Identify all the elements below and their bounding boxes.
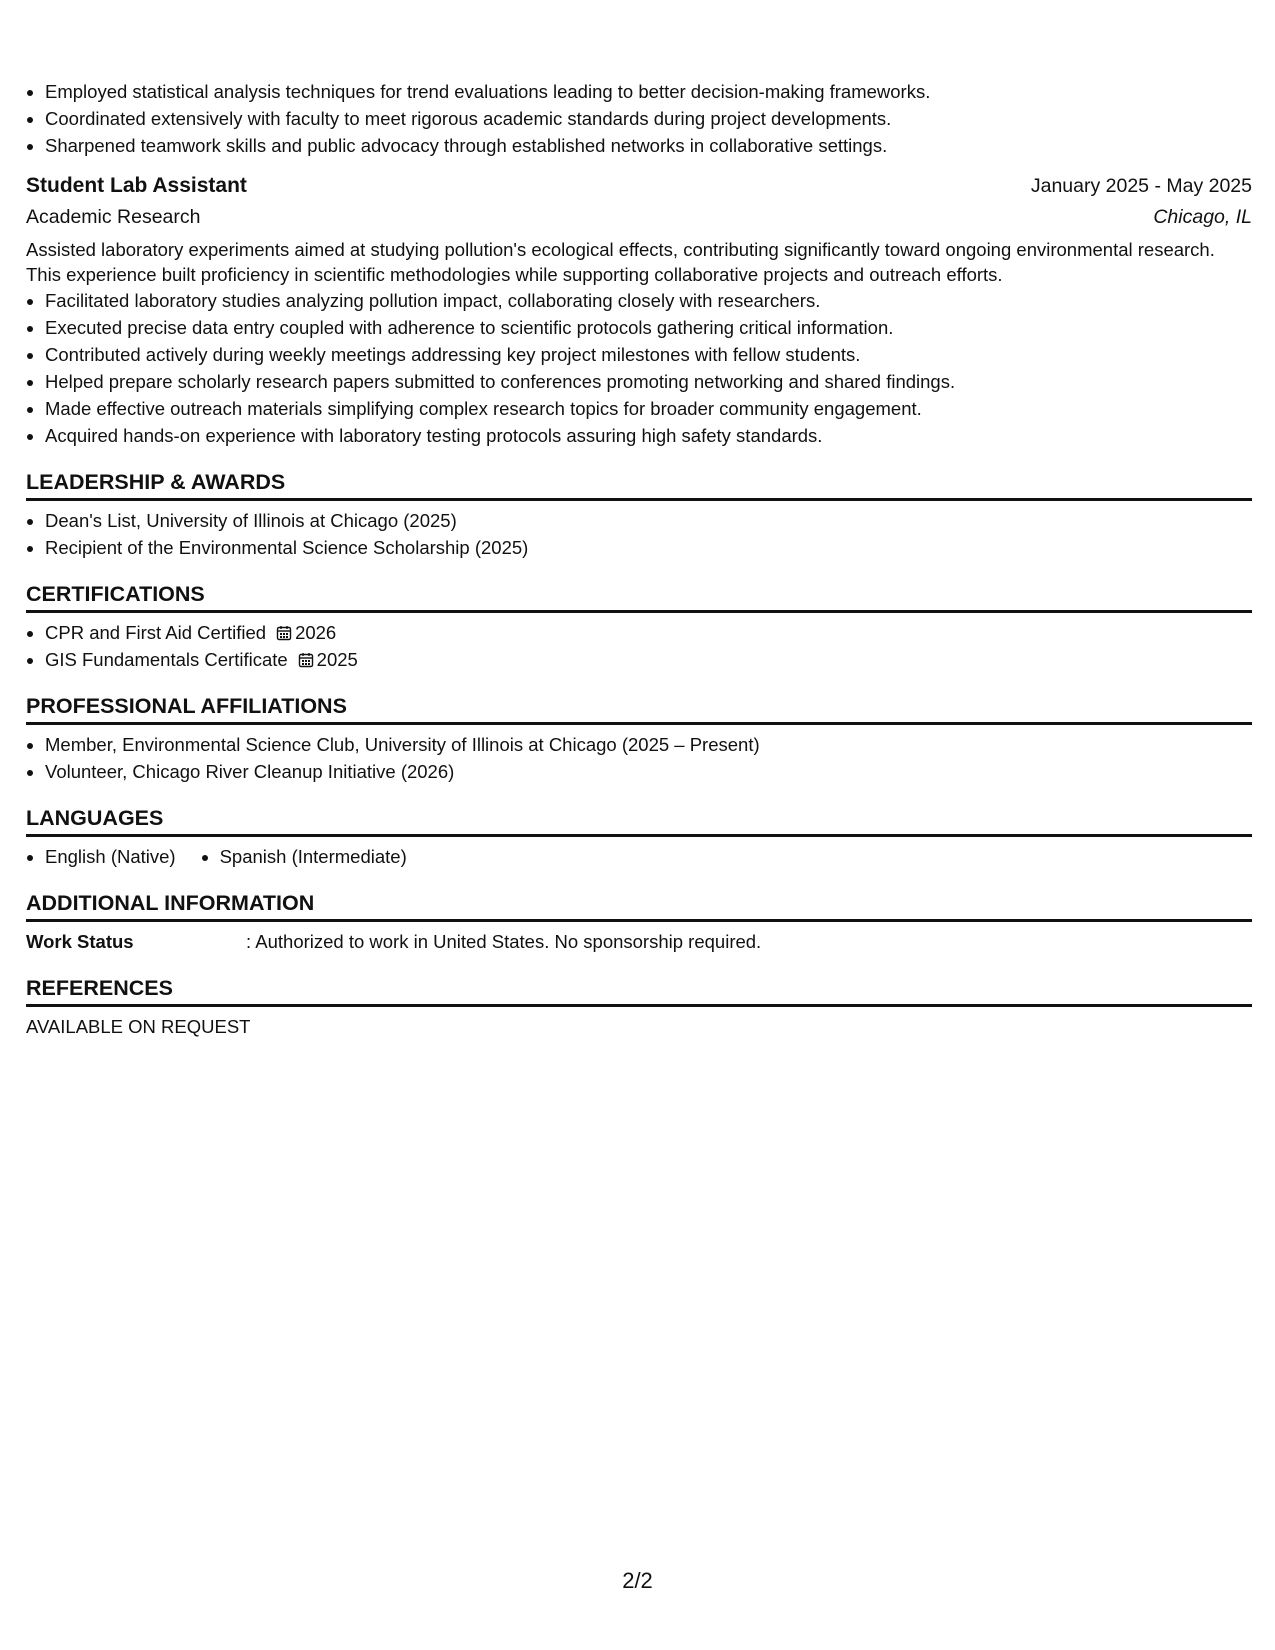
- section-title-affiliations: PROFESSIONAL AFFILIATIONS: [26, 692, 1252, 725]
- role-company: Academic Research: [26, 206, 201, 228]
- work-status-value: : Authorized to work in United States. No sponsorship required.: [246, 931, 762, 952]
- work-status-label: Work Status: [26, 931, 134, 952]
- section-title-certifications: CERTIFICATIONS: [26, 580, 1252, 613]
- certification-year: 2026: [295, 622, 337, 643]
- calendar-icon: [276, 625, 292, 641]
- work-status-row: [26, 928, 1252, 955]
- list-item: • Executed precise data entry coupled with adherence to scientific protocols gathering critical information.: [45, 314, 1252, 341]
- list-item: [45, 646, 1252, 673]
- list-item: • Sharpened teamwork skills and public advocacy through established networks in collaborative settings.: [45, 132, 1252, 159]
- section-title-languages: LANGUAGES: [26, 804, 1252, 837]
- list-item: • Facilitated laboratory studies analyzing pollution impact, collaborating closely with researchers.: [45, 287, 1252, 314]
- affiliations-list: [26, 731, 1252, 785]
- list-item: • Spanish (Intermediate): [220, 843, 407, 870]
- leadership-list: [26, 507, 1252, 561]
- list-item: • Recipient of the Environmental Science Scholarship (2025): [45, 534, 1252, 561]
- languages-list: [26, 843, 1252, 870]
- references-text: AVAILABLE ON REQUEST: [26, 1016, 251, 1037]
- certifications-list: [26, 619, 1252, 673]
- previous-role-bullets: [26, 78, 1252, 159]
- resume-page: [26, 78, 1252, 1040]
- certification-year: 2025: [316, 649, 358, 670]
- list-item: • Helped prepare scholarly research papers submitted to conferences promoting networking and shared findings.: [45, 368, 1252, 395]
- list-item: • Made effective outreach materials simplifying complex research topics for broader community engagement.: [45, 395, 1252, 422]
- role-description: Assisted laboratory experiments aimed at studying pollution's ecological effects, contributing significantly toward ongoing environmental research. This experience built proficiency in scientific methodologies while supporting collaborative projects and outreach efforts.: [26, 239, 1215, 285]
- role-header: [26, 171, 1252, 201]
- list-item: • Coordinated extensively with faculty to meet rigorous academic standards during project developments.: [45, 105, 1252, 132]
- list-item: • Acquired hands-on experience with laboratory testing protocols assuring high safety standards.: [45, 422, 1252, 449]
- list-item: • Member, Environmental Science Club, University of Illinois at Chicago (2025 – Present): [45, 731, 1252, 758]
- role-subheader: [26, 201, 1252, 233]
- role-dates: January 2025 - May 2025: [1030, 175, 1252, 197]
- role-title: Student Lab Assistant: [26, 174, 247, 197]
- certification-name: CPR and First Aid Certified: [45, 622, 267, 643]
- certification-name: GIS Fundamentals Certificate: [45, 649, 288, 670]
- list-item: • Employed statistical analysis techniques for trend evaluations leading to better decision-making frameworks.: [45, 78, 1252, 105]
- list-item: [45, 619, 1252, 646]
- section-title-additional: ADDITIONAL INFORMATION: [26, 889, 1252, 922]
- section-title-references: REFERENCES: [26, 974, 1252, 1007]
- list-item: • English (Native): [45, 843, 176, 870]
- section-title-leadership: LEADERSHIP & AWARDS: [26, 468, 1252, 501]
- list-item: • Contributed actively during weekly meetings addressing key project milestones with fellow students.: [45, 341, 1252, 368]
- list-item: • Volunteer, Chicago River Cleanup Initiative (2026): [45, 758, 1252, 785]
- list-item: • Dean's List, University of Illinois at Chicago (2025): [45, 507, 1252, 534]
- role-bullets: [26, 287, 1252, 449]
- page-number: 2/2: [622, 1568, 653, 1593]
- calendar-icon: [298, 652, 314, 668]
- role-location: Chicago, IL: [1153, 206, 1252, 228]
